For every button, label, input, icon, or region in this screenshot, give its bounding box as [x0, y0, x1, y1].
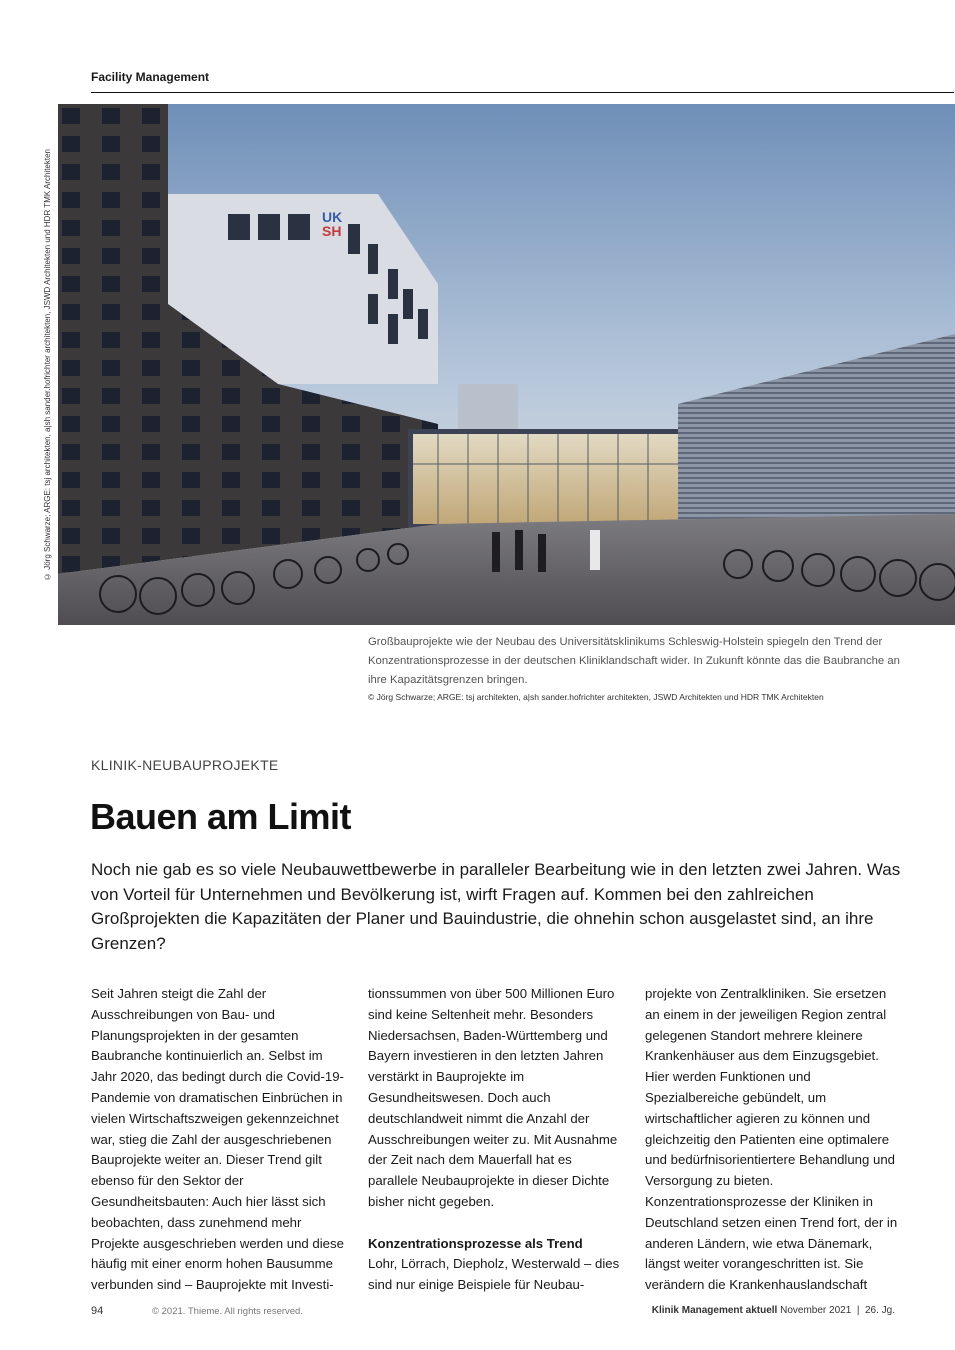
- building-sign-top: UK: [322, 209, 343, 225]
- article-column-1: [91, 984, 346, 1296]
- footer-issue: November 2021 | 26. Jg.: [780, 1305, 895, 1316]
- hospital-photo: [58, 104, 955, 625]
- page-number: 94: [91, 1305, 104, 1317]
- footer-copyright: © 2021. Thieme. All rights reserved.: [152, 1306, 303, 1317]
- column-1-text: Seit Jahren steigt die Zahl der Ausschreibungen von Bau- und Planungsprojekten in der gesamten Baubranche kontinuierlich an. Selbst im Jahr 2020, das bedingt durch die Covid-19-Pandemie von dramatischen Einbrüchen in vielen Wirtschaftszweigen gekennzeichnet war, stieg die Zahl der ausgeschriebenen Bauprojekte weiter an. Dieser Trend gilt ebenso für den Sektor der Gesundheitsbauten: Auch hier lässt sich beobachten, dass zunehmend mehr Projekte ausgeschrieben werden und diese häufig mit einer enorm hohen Bausumme verbunden sind – Bauprojekte mit Investi-: [91, 986, 344, 1293]
- header-divider: [91, 92, 954, 93]
- photo-caption-credit: © Jörg Schwarze; ARGE: tsj architekten, a|sh sander.hofrichter architekten, JSWD Architekten und HDR TMK Architekten: [368, 692, 824, 702]
- footer-journal-name: Klinik Management aktuell: [651, 1305, 778, 1316]
- hospital-photo-illustration: [58, 104, 955, 625]
- column-2-paragraph-1: tionssummen von über 500 Millionen Euro sind keine Seltenheit mehr. Besonders Niedersachsen, Baden-Württemberg und Bayern investieren in den letzten Jahren verstärkt in Bauprojekte im Gesundheitswesen. Doch auch deutschlandweit nimmt die Anzahl der Ausschreibungen weiter zu. Mit Ausnahme der Zeit nach dem Mauerfall hat es parallele Neubauprojekte in dieser Dichte bisher nicht gegeben.: [368, 986, 618, 1209]
- article-kicker: KLINIK-NEUBAUPROJEKTE: [91, 757, 279, 773]
- column-3-text: projekte von Zentralkliniken. Sie ersetzen an einem in der jeweiligen Region zentral gelegenen Standort mehrere kleinere Krankenhäuser aus dem Einzugsgebiet. Hier werden Funktionen und Spezialbereiche gebündelt, um wirtschaftlicher agieren zu können und gleichzeitig den Patienten eine optimalere und bedürfnisorientiertere Behandlung und Versorgung zu bieten. Konzentrationsprozesse der Kliniken in Deutschland setzen einen Trend fort, der in anderen Ländern, wie etwa Dänemark, längst weiter vorangeschritten ist. Sie verändern die Krankenhauslandschaft: [645, 986, 898, 1293]
- article-column-2: [368, 984, 623, 1296]
- photo-credit-vertical-text: © Jörg Schwarze; ARGE: tsj architekten, a|sh sander.hofrichter architekten, JSWD Architekten und HDR TMK Architekten: [42, 148, 52, 581]
- article-lead: Noch nie gab es so viele Neubauwettbewerbe in paralleler Bearbeitung wie in den letzten zwei Jahren. Was von Vorteil für Unternehmen und Bevölkerung ist, wirft Fragen auf. Kommen bei den zahlreichen Großprojekten die Kapazitäten der Planer und Bauindustrie, die ohnehin schon ausgelastet sind, an ihre Grenzen?: [91, 860, 901, 953]
- article-column-3: [645, 984, 900, 1296]
- footer-journal-info: [652, 1305, 895, 1316]
- photo-credit-vertical: [38, 104, 56, 625]
- section-label: Facility Management: [91, 70, 210, 84]
- article-subheading: Konzentrationsprozesse als Trend: [368, 1235, 583, 1251]
- article-title: Bauen am Limit: [90, 796, 352, 837]
- building-sign-bottom: SH: [322, 223, 342, 239]
- column-2-paragraph-2: Lohr, Lörrach, Diepholz, Westerwald – dies sind nur einige Beispiele für Neubau-: [368, 1256, 620, 1293]
- photo-caption: Großbauprojekte wie der Neubau des Universitätsklinikums Schleswig-Holstein spiegeln den Trend der Konzentrationsprozesse in der deutschen Kliniklandschaft wider. In Zukunft könnte das die Baubranche an ihre Kapazitätsgrenzen bringen.: [368, 636, 900, 686]
